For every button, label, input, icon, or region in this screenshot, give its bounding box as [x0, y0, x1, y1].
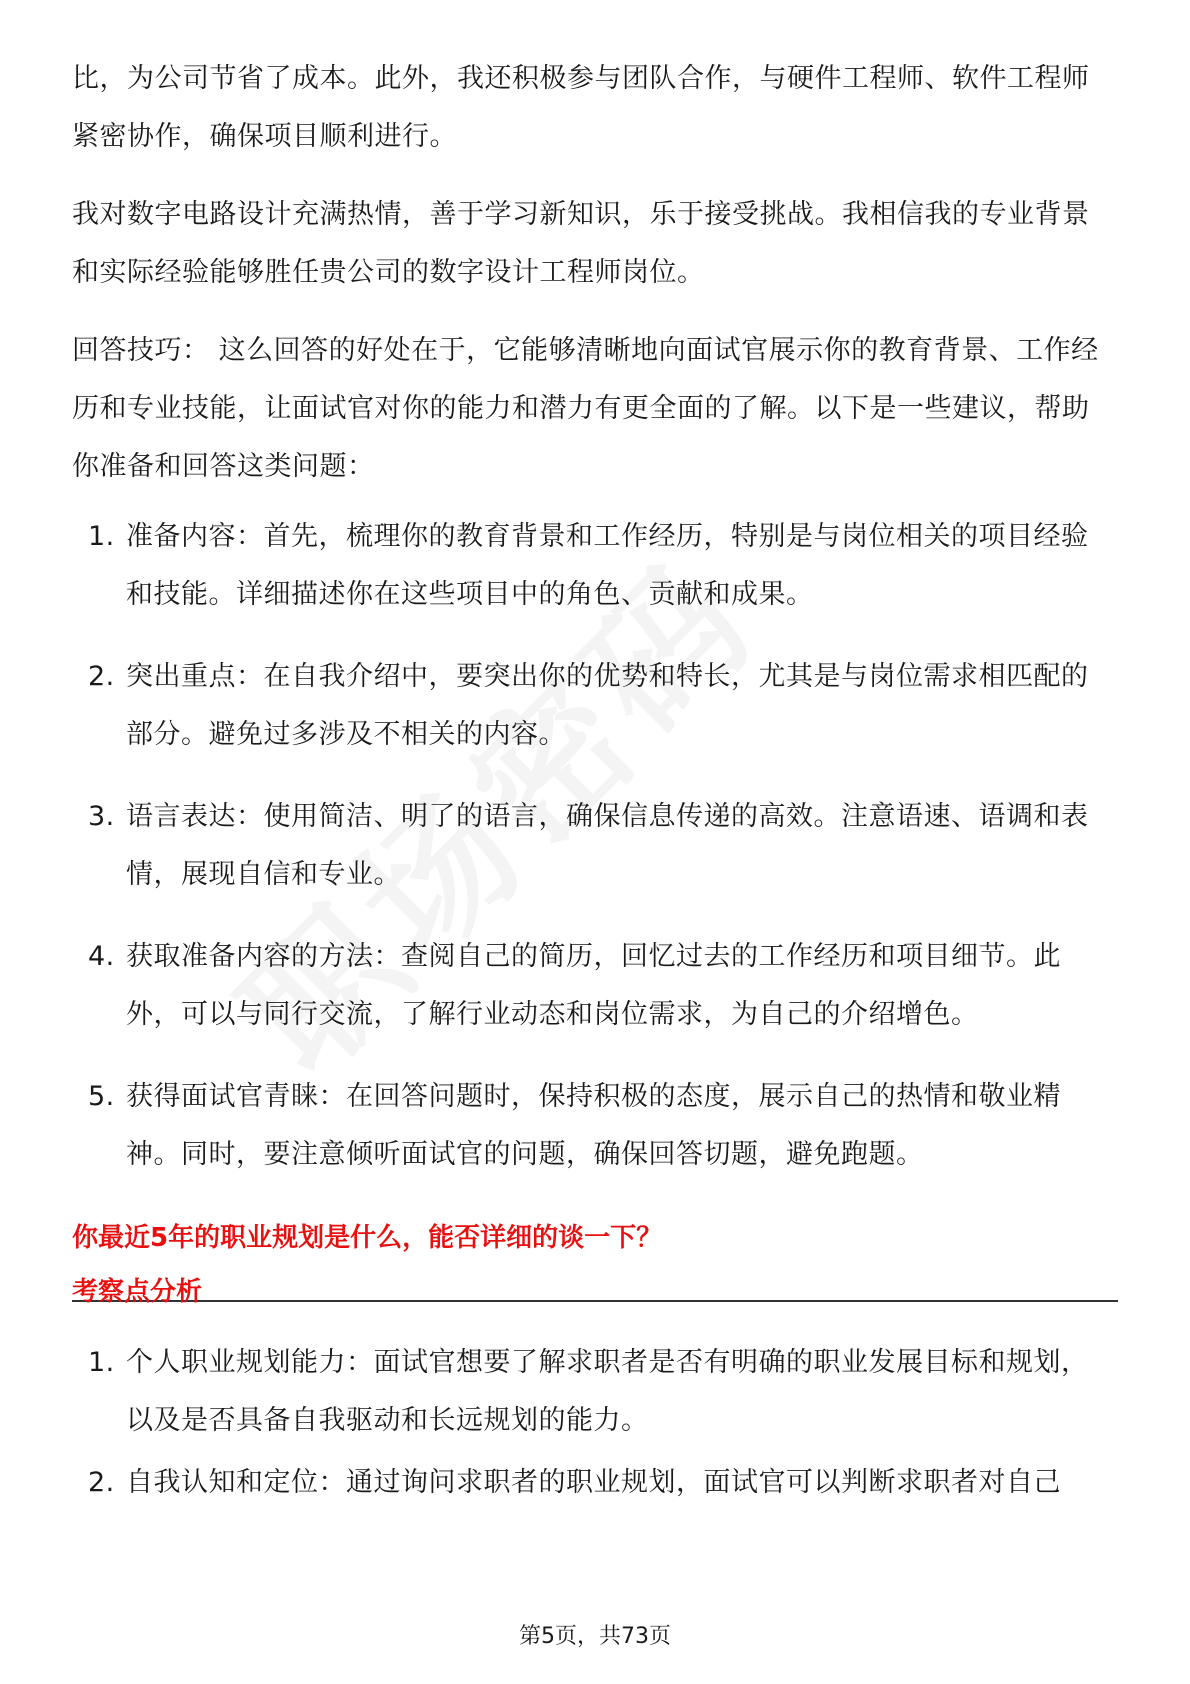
list-item-text: 自我认知和定位：通过询问求职者的职业规划，面试官可以判断求职者对自己: [126, 1467, 1061, 1498]
paragraph-cost-saving: 比，为公司节省了成本。此外，我还积极参与团队合作，与硬件工程师、软件工程师紧密协作，确保项目顺利进行。: [72, 63, 1090, 152]
paragraph-answer-tips: 回答技巧： 这么回答的好处在于，它能够清晰地向面试官展示你的教育背景、工作经历和专业技能，让面试官对你的能力和潜力有更全面的了解。以下是一些建议，帮助你准备和回答这类问题：: [72, 335, 1099, 482]
list-item-text: 个人职业规划能力：面试官想要了解求职者是否有明确的职业发展目标和规划，以及是否具备自我驱动和长远规划的能力。: [126, 1347, 1089, 1436]
list-number: 4.: [88, 941, 115, 972]
list-item: [72, 788, 1112, 904]
list-number: 2.: [88, 1467, 115, 1498]
analysis-list: [72, 1334, 1112, 1512]
list-item-text: 准备内容：首先，梳理你的教育背景和工作经历，特别是与岗位相关的项目经验和技能。详细描述你在这些项目中的角色、贡献和成果。: [126, 521, 1089, 610]
list-number: 2.: [88, 661, 115, 692]
list-number: 1.: [88, 1347, 115, 1378]
list-item: [72, 508, 1112, 624]
list-item-text: 获得面试官青睐：在回答问题时，保持积极的态度，展示自己的热情和敬业精神。同时，要注意倾听面试官的问题，确保回答切题，避免跑题。: [126, 1081, 1061, 1170]
tips-list: [72, 508, 1112, 1184]
list-number: 1.: [88, 521, 115, 552]
list-item: [72, 648, 1112, 764]
page-footer: 第5页，共73页: [519, 1624, 671, 1649]
list-item: [72, 1454, 1112, 1512]
list-item-text: 获取准备内容的方法：查阅自己的简历，回忆过去的工作经历和项目细节。此外，可以与同行交流，了解行业动态和岗位需求，为自己的介绍增色。: [126, 941, 1061, 1030]
list-item-text: 突出重点：在自我介绍中，要突出你的优势和特长，尤其是与岗位需求相匹配的部分。避免过多涉及不相关的内容。: [126, 661, 1089, 750]
list-item-text: 语言表达：使用简洁、明了的语言，确保信息传递的高效。注意语速、语调和表情，展现自信和专业。: [126, 801, 1089, 890]
paragraph-passion: 我对数字电路设计充满热情，善于学习新知识，乐于接受挑战。我相信我的专业背景和实际经验能够胜任贵公司的数字设计工程师岗位。: [72, 199, 1090, 288]
list-item: [72, 928, 1112, 1044]
question-title: 你最近5年的职业规划是什么，能否详细的谈一下？: [72, 1223, 663, 1253]
list-item: [72, 1334, 1112, 1450]
section-divider: [72, 1300, 1118, 1302]
list-item: [72, 1068, 1112, 1184]
list-number: 5.: [88, 1081, 115, 1112]
analysis-heading: 考察点分析: [72, 1277, 203, 1307]
list-number: 3.: [88, 801, 115, 832]
